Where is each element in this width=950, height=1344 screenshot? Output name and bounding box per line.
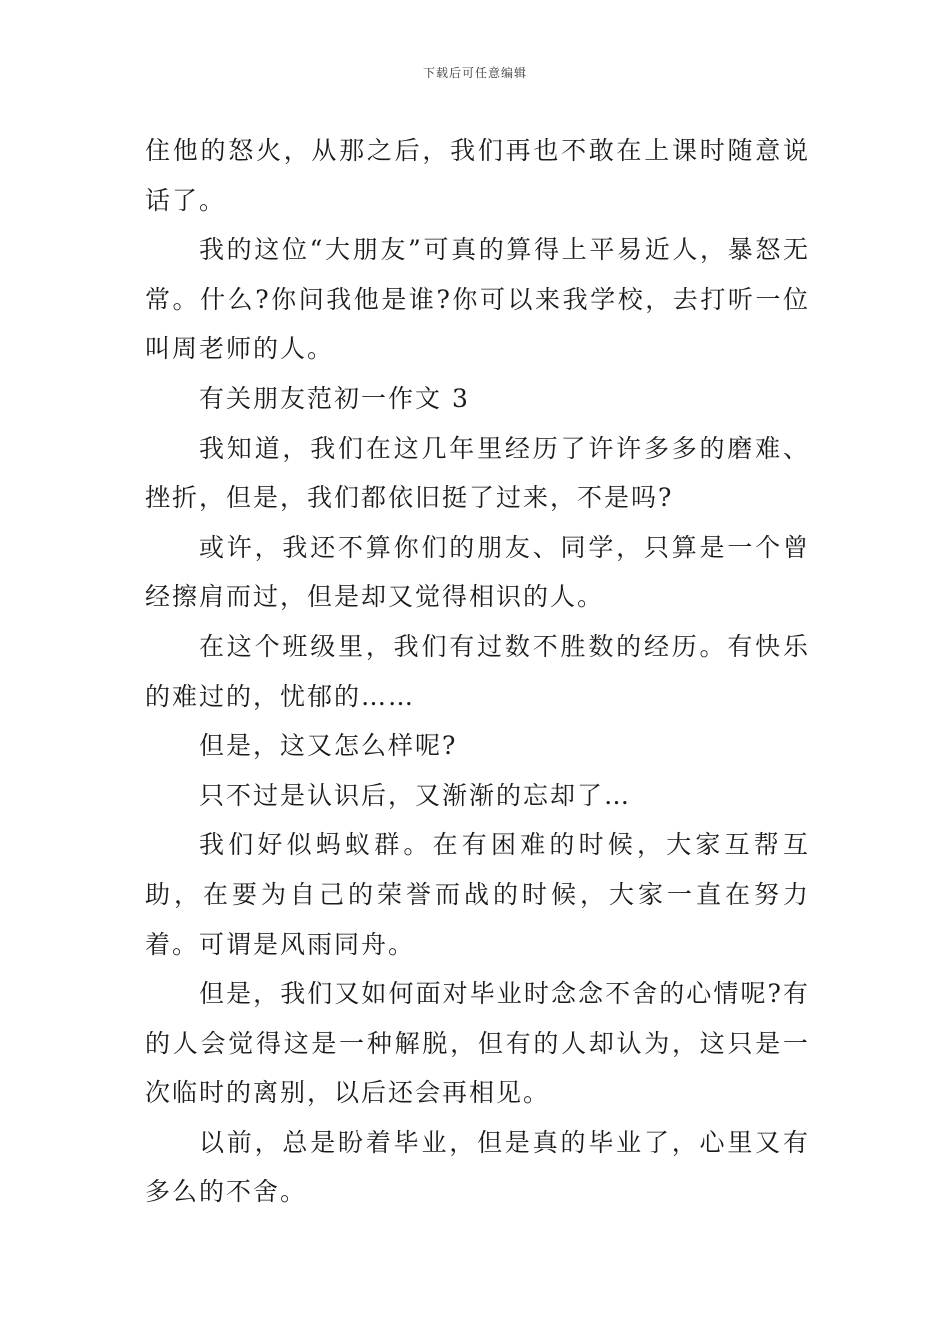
- paragraph: 以前，总是盼着毕业，但是真的毕业了，心里又有多么的不舍。: [145, 1127, 810, 1207]
- paragraph: 我知道，我们在这几年里经历了许许多多的磨难、挫折，但是，我们都依旧挺了过来，不是吗?: [145, 433, 810, 513]
- document-body: [145, 126, 810, 1217]
- paragraph: 或许，我还不算你们的朋友、同学，只算是一个曾经擦肩而过，但是却又觉得相识的人。: [145, 532, 810, 612]
- paragraph: 但是，这又怎么样呢?: [199, 731, 458, 761]
- section-heading: 有关朋友范初一作文 3: [199, 383, 470, 413]
- paragraph: 在这个班级里，我们有过数不胜数的经历。有快乐的难过的，忧郁的……: [145, 631, 810, 711]
- paragraph: 但是，我们又如何面对毕业时念念不舍的心情呢?有的人会觉得这是一种解脱，但有的人却认为，这只是一次临时的离别，以后还会再相见。: [145, 979, 810, 1108]
- page-header: 下载后可任意编辑: [422, 66, 527, 80]
- paragraph: 我们好似蚂蚁群。在有困难的时候，大家互帮互助，在要为自己的荣誉而战的时候，大家一直在努力着。可谓是风雨同舟。: [145, 830, 810, 959]
- paragraph: 住他的怒火，从那之后，我们再也不敢在上课时随意说话了。: [145, 136, 810, 215]
- paragraph: 只不过是认识后，又渐渐的忘却了…: [199, 780, 632, 810]
- paragraph: 我的这位“大朋友”可真的算得上平易近人，暴怒无常。什么?你问我他是谁?你可以来我学校，去打听一位叫周老师的人。: [145, 235, 810, 364]
